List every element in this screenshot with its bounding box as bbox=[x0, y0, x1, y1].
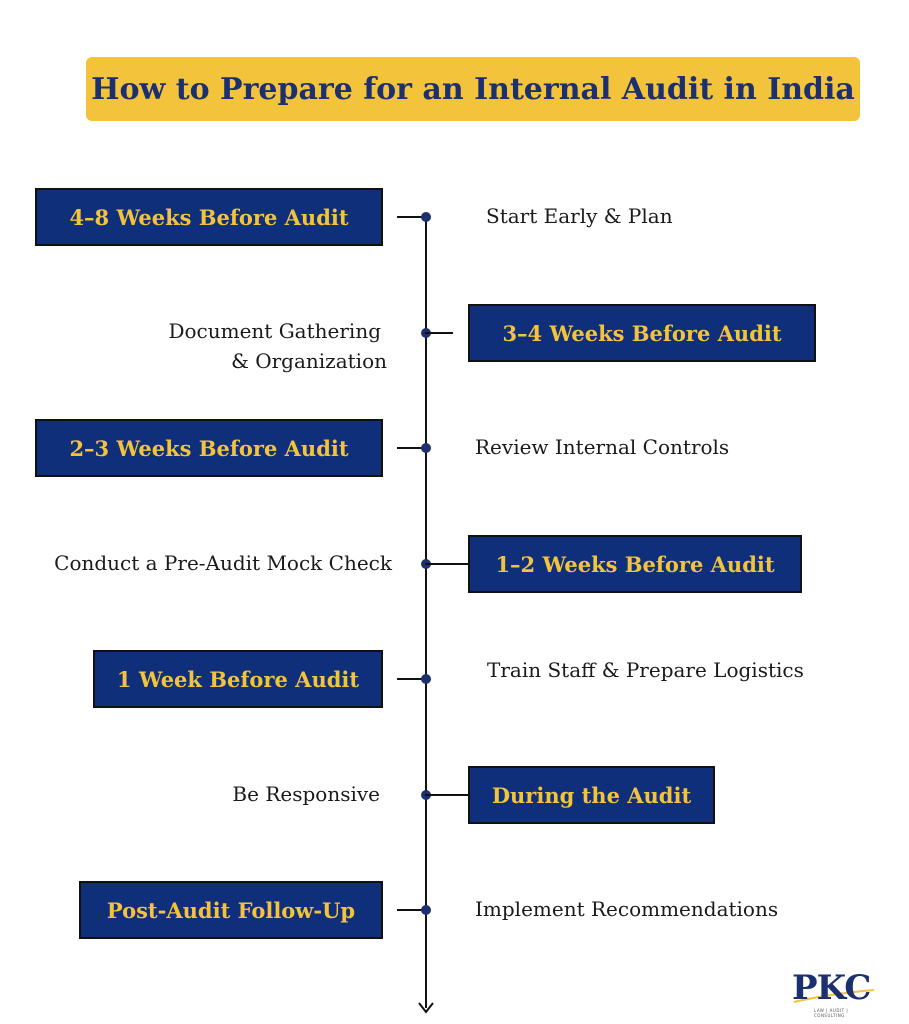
dot-icon bbox=[421, 674, 431, 684]
stage-label: 4–8 Weeks Before Audit bbox=[69, 204, 349, 230]
logo bbox=[788, 968, 878, 1018]
stage-label: 3–4 Weeks Before Audit bbox=[502, 320, 782, 346]
task-text: Train Staff & Prepare Logistics bbox=[487, 658, 804, 682]
task-text: Be Responsive bbox=[232, 782, 380, 806]
connector bbox=[425, 563, 468, 565]
task-text: Conduct a Pre-Audit Mock Check bbox=[54, 551, 392, 575]
stage-label: 1–2 Weeks Before Audit bbox=[495, 551, 775, 577]
stage-label: 1 Week Before Audit bbox=[116, 666, 360, 692]
task-text: Document Gathering & Organization bbox=[168, 319, 387, 373]
stage-box-4 bbox=[468, 535, 802, 593]
connector bbox=[425, 794, 468, 796]
stage-box-5 bbox=[93, 650, 383, 708]
stage-box-7 bbox=[79, 881, 383, 939]
stage-label: During the Audit bbox=[491, 782, 692, 808]
logo-tagline: LAW | AUDIT | CONSULTING bbox=[814, 1008, 849, 1018]
task-text: Implement Recommendations bbox=[475, 897, 779, 921]
stage-box-3 bbox=[35, 419, 383, 477]
logo-text: PKC bbox=[792, 968, 871, 1008]
task-text: Review Internal Controls bbox=[475, 435, 730, 459]
stage-box-2 bbox=[468, 304, 816, 362]
dot-icon bbox=[421, 443, 431, 453]
connector bbox=[425, 332, 453, 334]
stage-box-1 bbox=[35, 188, 383, 246]
task-text: Start Early & Plan bbox=[486, 204, 673, 228]
dot-icon bbox=[421, 212, 431, 222]
page-title: How to Prepare for an Internal Audit in India bbox=[91, 71, 855, 107]
dot-icon bbox=[421, 905, 431, 915]
stage-label: Post-Audit Follow-Up bbox=[106, 897, 356, 923]
arrow-down-icon bbox=[418, 1002, 434, 1014]
stage-box-6 bbox=[468, 766, 715, 824]
title-banner bbox=[86, 57, 860, 121]
stage-label: 2–3 Weeks Before Audit bbox=[69, 435, 349, 461]
